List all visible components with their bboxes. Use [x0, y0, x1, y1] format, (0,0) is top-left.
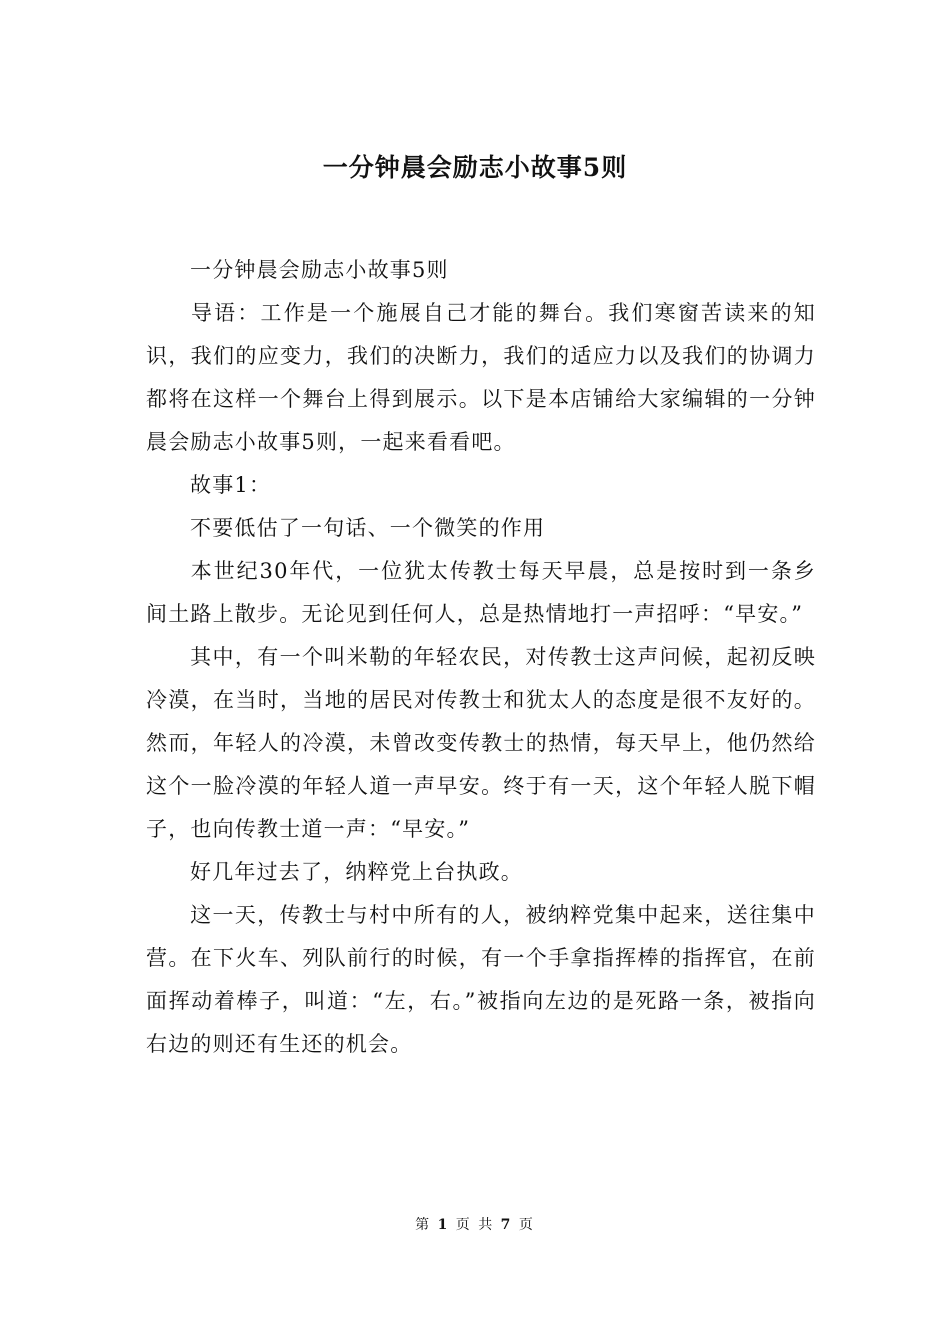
paragraph [146, 550, 816, 636]
paragraph [146, 292, 816, 464]
paragraph-text: 其中，有一个叫米勒的年轻农民，对传教士这声问候，起初反映冷漠，在当时，当地的居民对传教士和犹太人的态度是很不友好的。然而，年轻人的冷漠，未曾改变传教士的热情，每天早上，他仍然给这个一脸冷漠的年轻人道一声早安。终于有一天，这个年轻人脱下帽子，也向传教士道一声：“早安。” [146, 645, 816, 841]
paragraph [146, 464, 816, 507]
page-footer [0, 1213, 950, 1237]
paragraph [146, 851, 816, 894]
paragraph [146, 636, 816, 851]
footer-prefix: 第 [415, 1217, 432, 1233]
paragraph-text: 故事1： [190, 473, 272, 497]
paragraph [146, 249, 816, 292]
footer-suffix: 页 [518, 1217, 535, 1233]
document-title: 一分钟晨会励志小故事5则 [322, 153, 628, 182]
footer-total-pages: 7 [500, 1217, 513, 1233]
document-body [146, 249, 816, 1066]
paragraph-text: 一分钟晨会励志小故事5则 [190, 258, 449, 282]
paragraph-text: 本世纪30年代，一位犹太传教士每天早晨，总是按时到一条乡间土路上散步。无论见到任何人，总是热情地打一声招呼：“早安。” [146, 559, 816, 626]
paragraph [146, 507, 816, 550]
paragraph-text: 导语：工作是一个施展自己才能的舞台。我们寒窗苦读来的知识，我们的应变力，我们的决断力，我们的适应力以及我们的协调力都将在这样一个舞台上得到展示。以下是本店铺给大家编辑的一分钟晨会励志小故事5则，一起来看看吧。 [146, 301, 816, 454]
paragraph-text: 好几年过去了，纳粹党上台执政。 [190, 860, 523, 884]
paragraph-text: 不要低估了一句话、一个微笑的作用 [190, 516, 546, 540]
paragraph-text: 这一天，传教士与村中所有的人，被纳粹党集中起来，送往集中营。在下火车、列队前行的时候，有一个手拿指挥棒的指挥官，在前面挥动着棒子，叫道：“左，右。”被指向左边的是死路一条，被指向右边的则还有生还的机会。 [146, 903, 816, 1056]
paragraph [146, 894, 816, 1066]
footer-page-number: 1 [437, 1217, 450, 1233]
footer-middle: 页 共 [455, 1217, 495, 1233]
